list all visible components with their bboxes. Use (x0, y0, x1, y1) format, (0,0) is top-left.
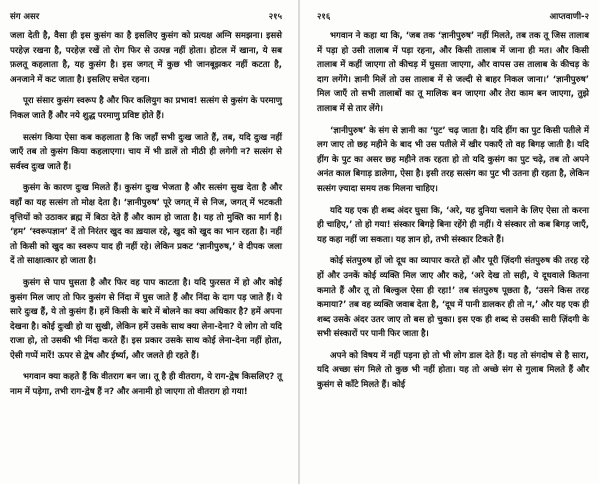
right-page-header (317, 11, 589, 25)
paragraph: सत्संग किया ऐसा कब कहलाता है कि जहाँ सभी दुःख जाते हैं, तब, यदि दुःख नहीं जाएँ तब तो कुसंग किया कहलाएगा। चाय में भी डालें तो मीठी ही लगेगी न? सत्संग से सर्वस्व दुःख जाते हैं। (10, 132, 282, 172)
paragraph: कुसंग से पाप घुसता है और फिर वह पाप काटता है। यदि फुरसत में हो और कोई कुसंग मिल जाए तो फिर कुसंग से निंदा में घुस जाते हैं और निंदा के दाग पड़ जाते हैं। ये सारे दुःख हैं, ये तो कुसंग हैं। हमें किसी के बारे में बोलने का क्या अधिकार है? हमें अपना देखना है। कोई दुःखी हो या सुखी, लेकिन हमें उसके साथ क्या लेना-देना? ये लोग तो यदि राजा हो, तो उसकी भी निंदा करते हैं। इस प्रकार उसके साथ कोई लेना-देना नहीं होता, ऐसी गप्पें मारें! ऊपर से द्वेष और ईर्ष्या, और जलते ही रहते हैं। (10, 277, 282, 361)
paragraph: पूरा संसार कुसंग स्वरूप है और फिर कलियुग का प्रभाव! सत्संग से कुसंग के परमाणु निकल जाते हैं और नये शुद्ध परमाणु प्रविष्ट होते हैं। (10, 96, 282, 121)
paragraph: ‘ज्ञानीपुरुष’ के संग से ज्ञानी का ‘पुट’ चढ़ जाता है। यदि हींग का पुट किसी पतीले में लग जाए तो छह महीने के बाद भी उस पतीले में खीर पकाएँ तो वह बिगड़ जाती है। यदि हींग के पुट का असर छह महीने तक रहता हो तो यदि कुसंग का पुट चढ़े, तब तो अपने अनंत काल बिगाड़ डालेगा, ऐसा है। इसी तरह सत्संग का पुट भी उतना ही रहता है, लेकिन सत्संग ज़्यादा समय तक मिलना चाहिए। (317, 125, 589, 194)
right-page-body (317, 29, 589, 393)
paragraph: यदि यह एक ही शब्द अंदर घुसा कि, ‘अरे, यह दुनिया चलाने के लिए ऐसा तो करना ही चाहिए,’ तो हो गया! संस्कार बिगड़े बिना रहेंगे ही नहीं। ये संस्कार तो कब बिगड़ जाएँ, यह कहा नहीं जा सकता। यह ज्ञान हो, तभी संस्कार टिकते हैं। (317, 205, 589, 245)
paragraph: कोई संतपुरुष हों जो दूध का व्यापार करते हों और पूरी ज़िंदगी संतपुरुष की तरह रहे हों और उनकें कोई व्यक्ति मिल जाए और कहे, ‘अरे देख तो सही, ये दूधवाले कितना कमाते हैं और तू तो बिल्कुल ऐसा ही रहा!’ तब संतपुरुष पूछता है, ‘उसने किस तरह कमाया?’ तब वह व्यक्ति जवाब देता है, ‘दूध में पानी डालकर ही तो न,’ और यह एक ही शब्द उसके अंदर उतर जाए तो बस हो चुका। इस एक ही शब्द से उसकी सारी ज़िंदगी के सभी संस्कारों पर पानी फिर जाता है। (317, 256, 589, 340)
paragraph: अपने को विषय में नहीं पड़ना हो तो भी लोग डाल देते हैं। यह तो संगदोष से है सारा, यदि अच्छा संग मिले तो कुछ भी नहीं होता। यह तो अच्छे संग से गुलाब मिलते हैं और कुसंग से काँटे मिलते हैं। कोई (317, 350, 589, 391)
paragraph: भगवान क्या कहते हैं कि वीतराग बन जा। तू है ही वीतराग, ये राग-द्वेष किसलिए? तू नाम में पड़ेगा, तभी राग-द्वेष हैं न? और अनामी हो जाएगा तो वीतराग हो गया! (10, 372, 282, 398)
book-gutter (298, 0, 300, 484)
left-page (10, 0, 282, 484)
right-page (317, 0, 589, 484)
left-page-title: संग असर (10, 12, 40, 22)
left-page-header (10, 11, 282, 25)
paragraph: भगवान ने कहा था कि, ‘जब तक ‘ज्ञानीपुरुष’ नहीं मिलते, तब तक तू जिस तालाब में पड़ा हो उसी तालाब में पड़ा रहना, और किसी तालाब में जाना ही मत। और किसी तालाब में कहीं जाएगा तो कीचड़ में घुसता जाएगा, और वापस उस तालाब के कीचड़ के दाग लगेंगे। ज्ञानी मिलें तो उस तालाब में से जल्दी से बाहर निकल जाना।’ ‘ज्ञानीपुरुष’ मिल जाएँ तो सभी तालाबों का तू मालिक बन जाएगा और तेरा काम बन जाएगा, तुझे तालाब में से तार लेंगे। (317, 31, 589, 114)
right-page-title: आप्तवाणी-२ (549, 12, 589, 22)
left-page-body (10, 29, 282, 400)
paragraph: जला देती है, वैसा ही इस कुसंग का है इसलिए कुसंग को प्रत्यक्ष अग्नि समझना। इससे परहेज़ रखना है, परहेज़ रखें तो रोग फिर से उत्पन्न नहीं होता। होटल में खाना, ये सब फ़लतू कहलाता है, यह कुसंग है। इस जगत् में कुछ भी जानबूझकर नहीं कटता है, अनजाने में कट जाता है। इसलिए सचेत रहना। (10, 31, 282, 85)
left-page-number: २१५ (268, 12, 282, 22)
paragraph: कुसंग के कारण दुःख मिलते हैं। कुसंग दुःख भेजता है और सत्संग सुख देता है और वहाँ का यह सत्संग तो मोक्ष देता है। ‘ज्ञानीपुरुष’ पूरे जगत् में से निज, जगत् में भटकती वृत्तियों को उठाकर ब्रह्म में बिठा देते हैं और काम हो जाता है। यह तो मुक्ति का मार्ग है। ‘हम’ ‘स्वरूपज्ञान’ दें तो निरंतर खुद का ख़याल रहे, खुद को खुद का भान रहता है। नहीं तो किसी को खुद का स्वरूप याद ही नहीं रहे। लेकिन प्रकट ‘ज्ञानीपुरुष,’ वे दीपक जला दें तो साक्षात्कार हो जाता है। (10, 183, 282, 267)
right-page-number: २१६ (317, 12, 331, 22)
